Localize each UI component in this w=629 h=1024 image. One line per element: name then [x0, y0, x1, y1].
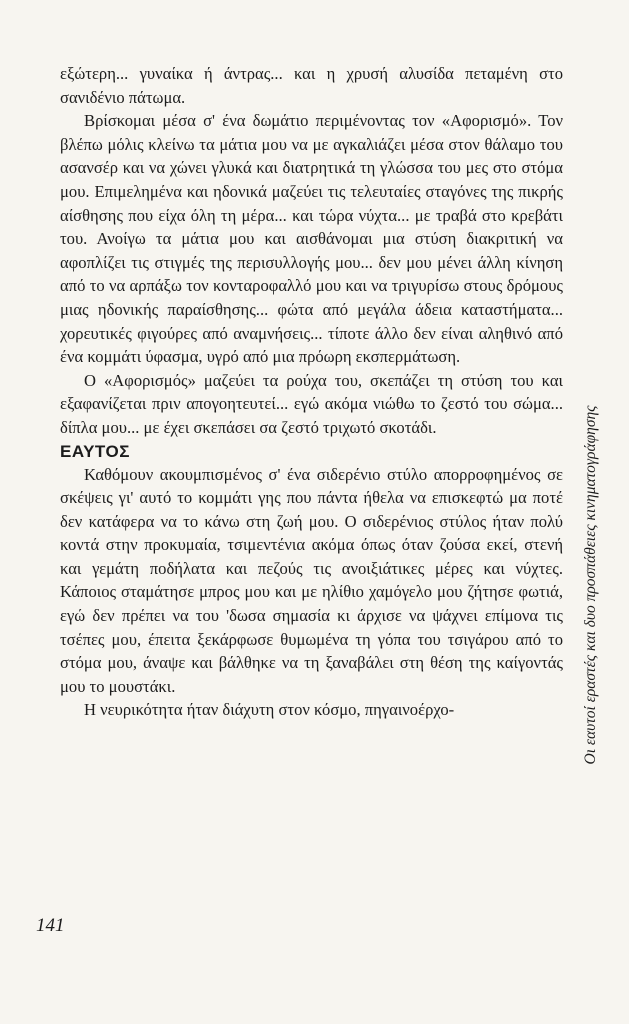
running-head-wrapper — [579, 265, 603, 905]
paragraph-nervousness: Η νευρικότητα ήταν διάχυτη στον κόσμο, πηγαινοέρχο- — [84, 700, 455, 720]
main-text — [60, 62, 563, 722]
section-heading: ΕΑΥΤΟΣ — [60, 441, 130, 461]
running-head: Οι εαυτοί εραστές και δυο προσπάθειες κινηματογράφησης — [582, 405, 599, 765]
paragraph-continuation: εξώτερη... γυναίκα ή άντρας... και η χρυσή αλυσίδα πεταμένη στο σανιδένιο πάτωμα. — [60, 64, 563, 107]
page-number: 141 — [36, 915, 65, 936]
paragraph-aforismos-wait: Βρίσκομαι μέσα σ' ένα δωμάτιο περιμένοντας τον «Αφορισμό». Τον βλέπω μόλις κλείνω τα μάτια μου να με αγκαλιάζει μέσα στον θάλαμο του ασανσέρ και να χώνει γλυκά και διατρητικά τη γλώσσα του μες στο στόμα μου. Επιμελημένα και ηδονικά μαζεύει τις τελευταίες σταγόνες της πικρής αίσθησης που είχα όλη τη μέρα... και τώρα νύχτα... με τραβά στο κρεβάτι του. Ανοίγω τα μάτια μου και αισθάνομαι μια στύση διακριτική να αφοπλίζει τις στιγμές της περισυλλογής μου... δεν μου μένει άλλη κίνηση από το να αρπάξω τον κονταροφαλλό μου και να τριγυρίσω στους δρόμους μιας ηδονικής παραίσθησης... φώτα από μεγάλα άδεια καταστήματα... χορευτικές φιγούρες από αναμνήσεις... τίποτε άλλο δεν είναι αληθινό από ένα κομμάτι ύφασμα, υγρό από μια πρόωρη εκσπερμάτωση. — [60, 111, 563, 367]
paragraph-aforismos-leaves: Ο «Αφορισμός» μαζεύει τα ρούχα του, σκεπάζει τη στύση του και εξαφανίζεται πριν απογοητευτεί... εγώ ακόμα νιώθω το ζεστό του σώμα... δίπλα μου... με έχει σκεπάσει σα ζεστό τριχωτό σκοτάδι. — [60, 370, 563, 437]
paragraph-eautos: Καθόμουν ακουμπισμένος σ' ένα σιδερένιο στύλο απορροφημένος σε σκέψεις γι' αυτό το κομμάτι γης που πάντα ήθελα να επισκεφτώ μα ποτέ δεν κατάφερα να το κάνω στη ζωή μου. Ο σιδερένιος στύλος ήταν πολύ κοντά στην προκυμαία, τσιμεντένια ακόμα όπως όταν ζούσα εκεί, στενή και γεμάτη ποδήλατα και πεζούς τις ανοιξιάτικες μέρες και νύχτες. Κάποιος σταμάτησε μπρος μου και με ηλίθιο χαμόγελο μου ζήτησε φωτιά, εγώ δεν πρέπει να του 'δωσα σημασία κι άρχισε να ψάχνει επίμονα τις τσέπες μου, έπειτα ξεκάρφωσε θυμωμένα τη γόπα του τσιγάρου από το στόμα μου, άναψε και βάλθηκε να τη ξαναβάλει στη θέση της καίγοντάς μου το μουστάκι. — [60, 464, 563, 696]
